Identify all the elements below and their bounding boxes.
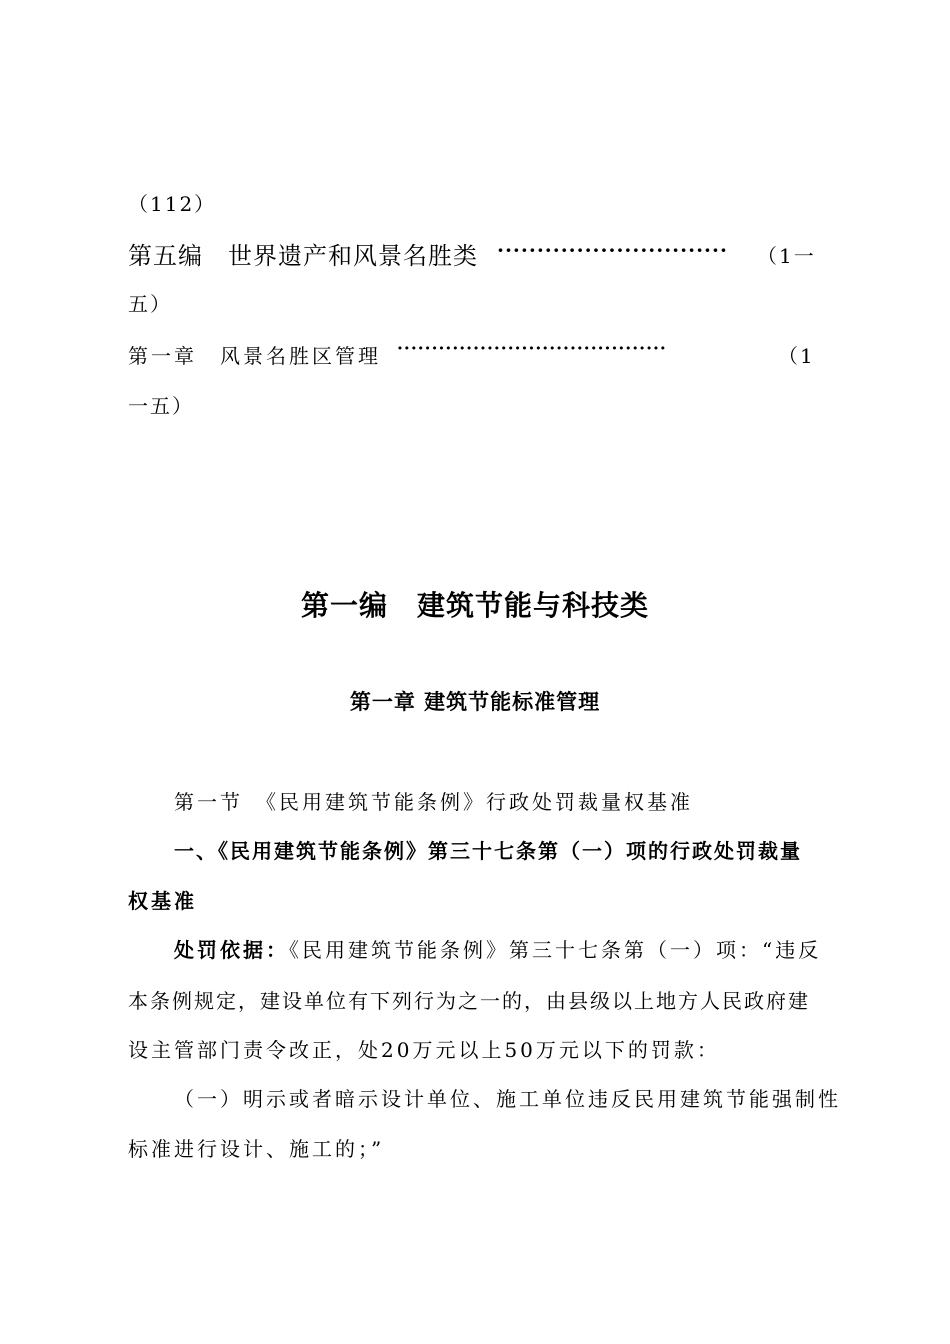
- basis-line3: 设主管部门责令改正，处20万元以上50万元以下的罚款：: [128, 1038, 720, 1062]
- toc-chapter1-dots: ·······································: [397, 339, 667, 359]
- toc-chapter1-title: 第一章 风景名胜区管理: [128, 344, 381, 368]
- basis-line2: 本条例规定，建设单位有下列行为之一的，由县级以上地方人民政府建: [128, 989, 810, 1013]
- basis-text: 《民用建筑节能条例》第三十七条第（一）项：“违反: [289, 938, 822, 962]
- basis-label: 处罚依据：: [174, 938, 289, 962]
- chapter-title: 第一章 建筑节能标准管理: [349, 690, 601, 714]
- toc-part5-title: 第五编 世界遗产和风景名胜类: [128, 242, 478, 270]
- item-title-line1: 一、《民用建筑节能条例》第三十七条第（一）项的行政处罚裁量: [174, 839, 802, 863]
- toc-chapter1-page-cont: 一五）: [128, 394, 194, 418]
- toc-part5-dots: ·····························: [497, 238, 728, 262]
- toc-chapter1-page: （1: [778, 344, 815, 368]
- clause-line1: （一）明示或者暗示设计单位、施工单位违反民用建筑节能强制性: [174, 1087, 841, 1111]
- toc-part5-page: （1一: [757, 244, 816, 268]
- part-title: 第一编 建筑节能与科技类: [300, 589, 649, 622]
- section-title: 第一节 《民用建筑节能条例》行政处罚裁量权基准: [174, 790, 693, 814]
- toc-prev-page-ref: （112）: [128, 192, 217, 216]
- clause-line2: 标准进行设计、施工的；”: [128, 1137, 385, 1161]
- basis-line1: [174, 934, 821, 963]
- toc-part5-page-cont: 五）: [128, 292, 172, 316]
- item-title-line2: 权基准: [128, 889, 197, 913]
